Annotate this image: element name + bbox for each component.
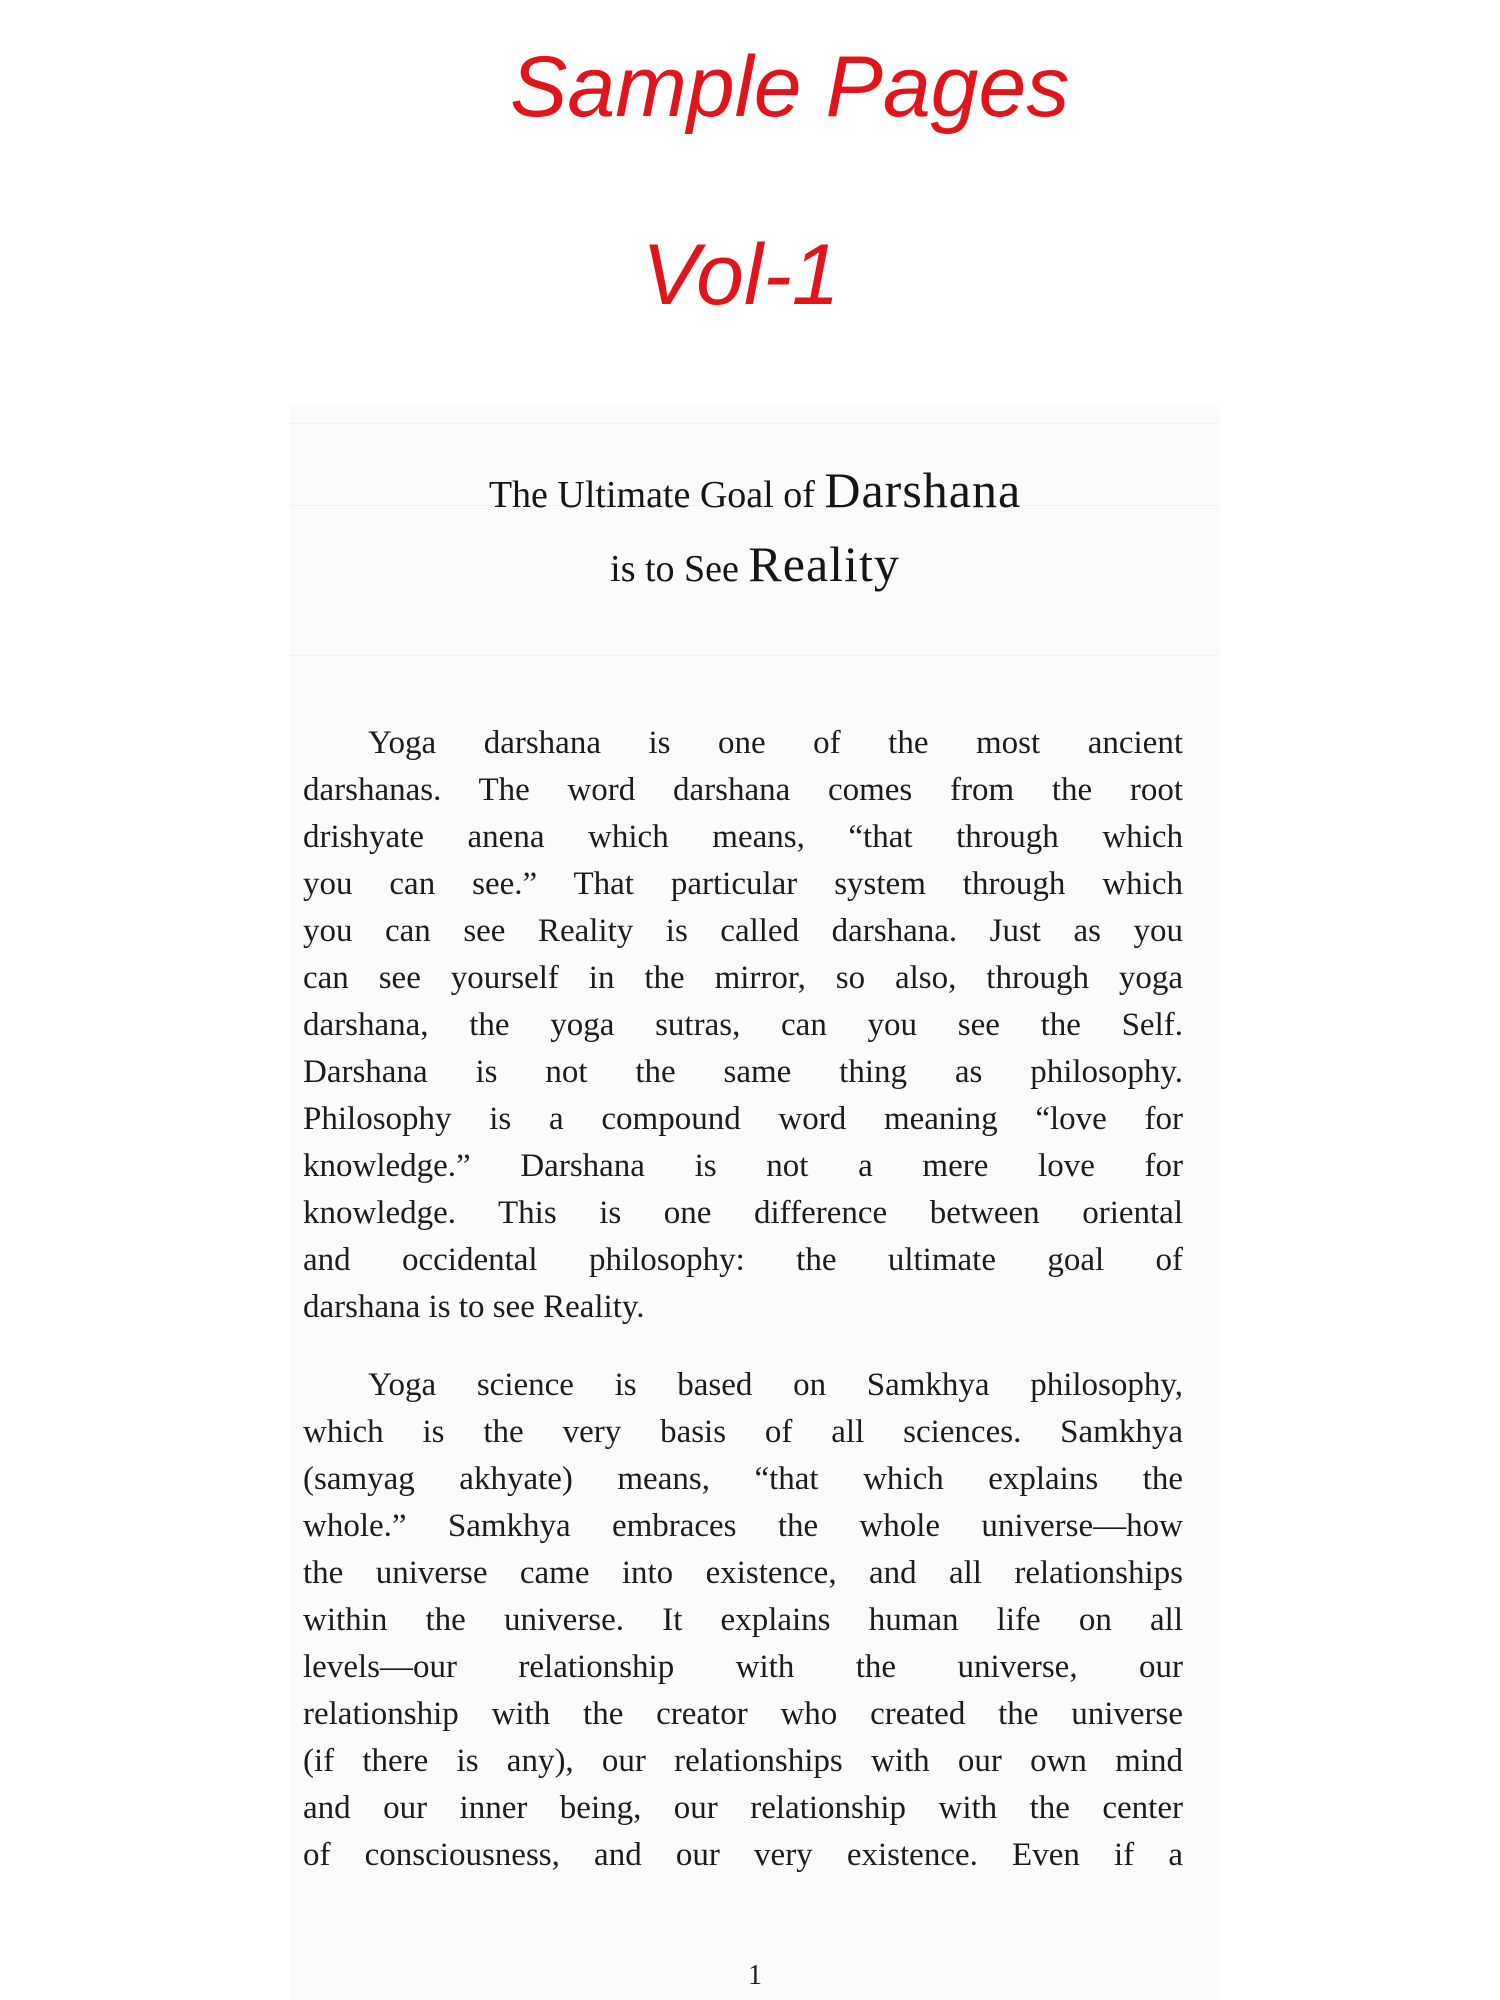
paragraph-line: whole.” Samkhya embraces the whole universe—how — [303, 1508, 1183, 1544]
paragraph-line: (if there is any), our relationships with our own mind — [303, 1743, 1183, 1779]
paragraph-line: darshana is to see Reality. — [303, 1289, 645, 1325]
paragraph-line: Darshana is not the same thing as philosophy. — [303, 1054, 1183, 1090]
chapter-title-prefix: The Ultimate Goal of — [488, 474, 825, 516]
paragraph-line: knowledge. This is one difference between oriental — [303, 1195, 1183, 1231]
paragraph-line: you can see Reality is called darshana. Just as you — [303, 913, 1183, 949]
chapter-subtitle-prefix: is to See — [610, 548, 749, 590]
paragraph-line: and occidental philosophy: the ultimate goal of — [303, 1242, 1183, 1278]
paragraph-line: knowledge.” Darshana is not a mere love for — [303, 1148, 1183, 1184]
page-number: 1 — [748, 1960, 762, 1991]
chapter-title-keyword: Darshana — [824, 462, 1022, 518]
paragraph-line: (samyag akhyate) means, “that which explains the — [303, 1461, 1183, 1497]
chapter-title-line-2 — [290, 536, 1220, 592]
banner-volume: Vol-1 — [642, 227, 840, 323]
chapter-title-line-1 — [290, 462, 1220, 518]
paragraph-line: Yoga science is based on Samkhya philosophy, — [368, 1367, 1183, 1403]
paragraph-line: Yoga darshana is one of the most ancient — [368, 725, 1183, 761]
paragraph-line: drishyate anena which means, “that through which — [303, 819, 1183, 855]
paragraph-line: can see yourself in the mirror, so also, through yoga — [303, 960, 1183, 996]
paragraph-line: darshanas. The word darshana comes from the root — [303, 772, 1183, 808]
paragraph-line: levels—our relationship with the universe, our — [303, 1649, 1183, 1685]
chapter-subtitle-keyword: Reality — [748, 536, 900, 592]
paragraph-line: Philosophy is a compound word meaning “love for — [303, 1101, 1183, 1137]
paragraph-line: and our inner being, our relationship with the center — [303, 1790, 1183, 1826]
book-page — [290, 405, 1220, 2000]
paragraph-line: relationship with the creator who created the universe — [303, 1696, 1183, 1732]
paragraph-line: the universe came into existence, and all relationships — [303, 1555, 1183, 1591]
paragraph-line: of consciousness, and our very existence. Even if a — [303, 1837, 1183, 1873]
banner-title: Sample Pages — [510, 39, 1070, 135]
paragraph-line: which is the very basis of all sciences. Samkhya — [303, 1414, 1183, 1450]
paragraph-line: within the universe. It explains human life on all — [303, 1602, 1183, 1638]
paragraph-line: darshana, the yoga sutras, can you see the Self. — [303, 1007, 1183, 1043]
paragraph-line: you can see.” That particular system through which — [303, 866, 1183, 902]
